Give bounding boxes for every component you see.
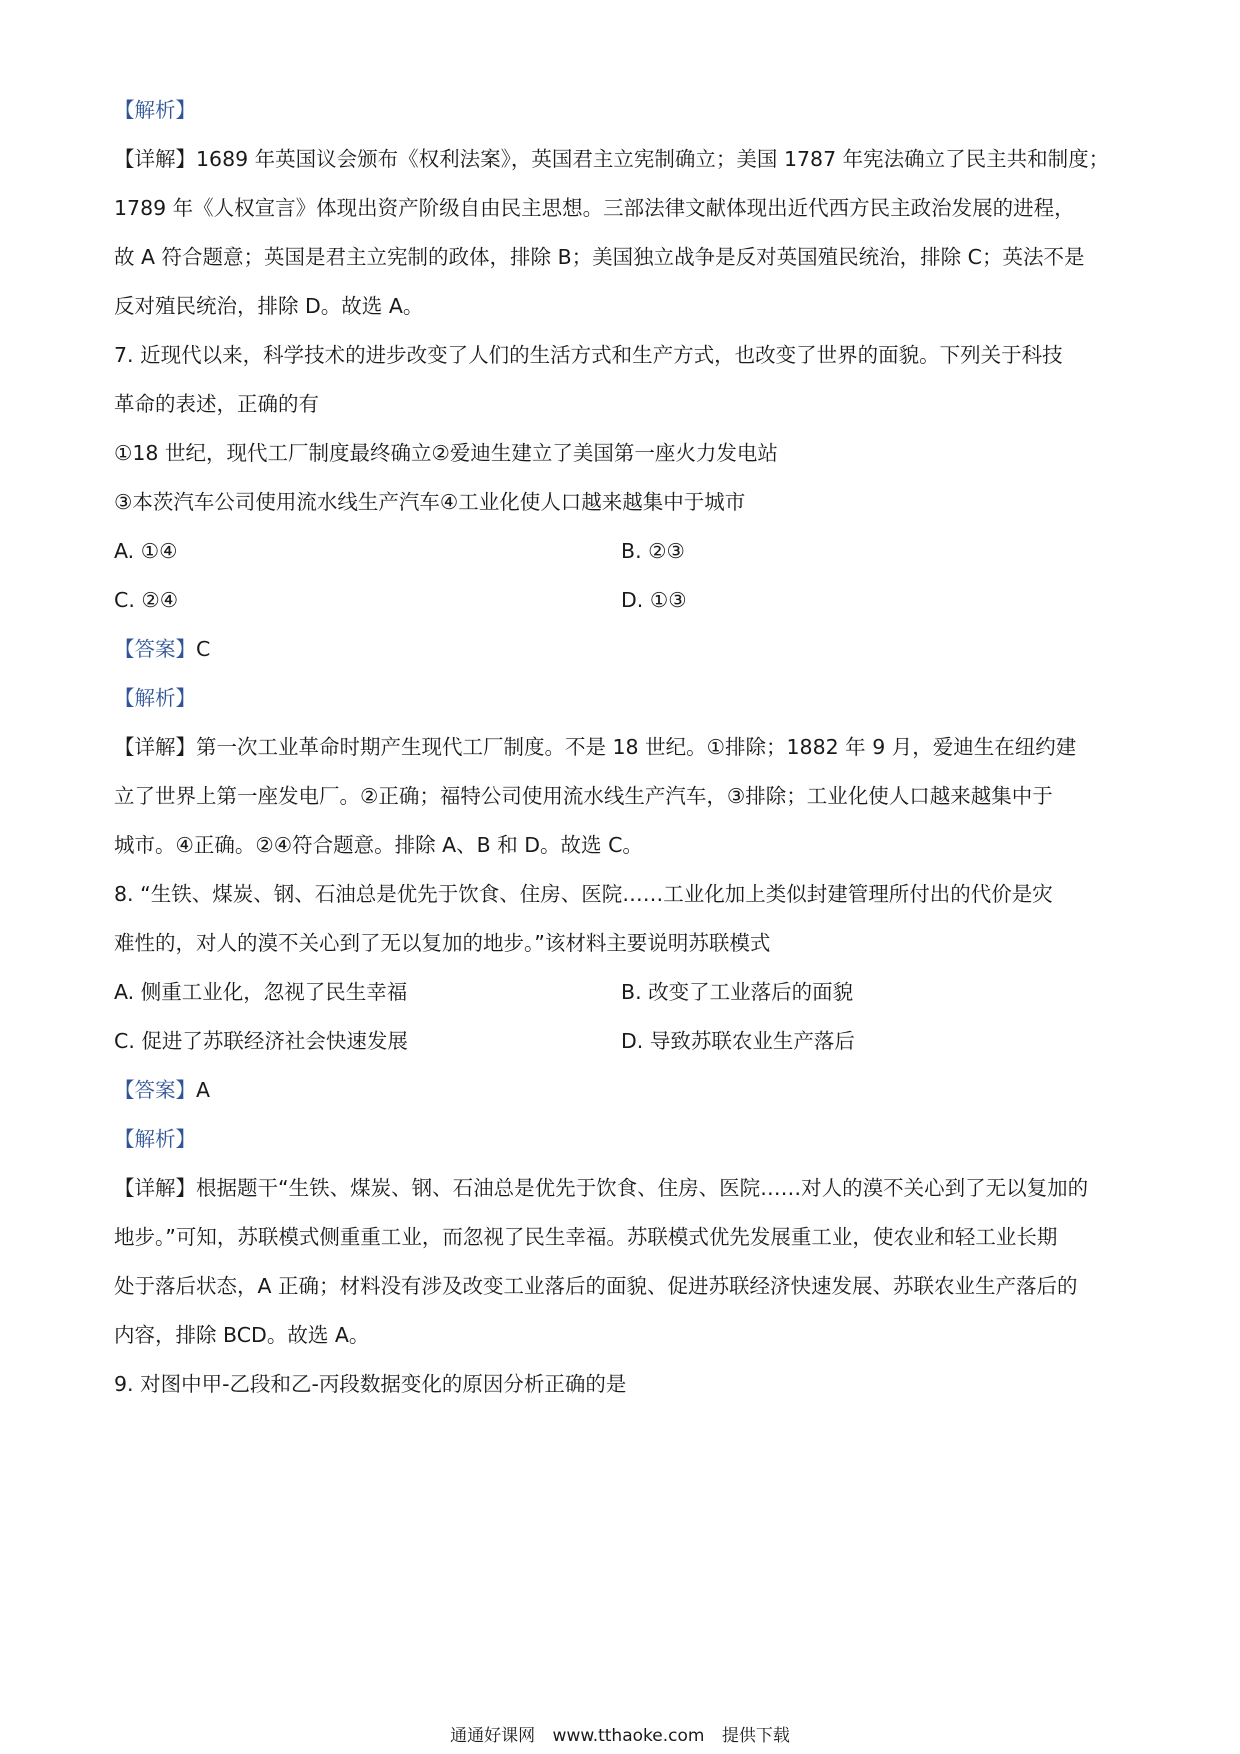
option-a: A. ①④ (114, 539, 178, 563)
question-8-options-row (114, 978, 1130, 1006)
question-8-options-row (114, 1027, 1130, 1055)
footer-suffix: 提供下载 (721, 1726, 790, 1746)
answer-tag: 【答案】 (114, 637, 196, 661)
question-9-stem: 9. 对图中甲-乙段和乙-丙段数据变化的原因分析正确的是 (114, 1372, 627, 1396)
question-7-options-row (114, 537, 1130, 565)
answer-tag: 【答案】 (114, 1078, 196, 1102)
analysis-heading: 【解析】 (114, 686, 196, 710)
option-b: B. ②③ (621, 539, 685, 563)
detail-line: 【详解】第一次工业革命时期产生现代工厂制度。不是 18 世纪。①排除；1882 年 9 月，爱迪生在纽约建 (114, 735, 1077, 759)
question-8-stem: 8. “生铁、煤炭、钢、石油总是优先于饮食、住房、医院……工业化加上类似封建管理所付出的代价是灾 (114, 882, 1053, 906)
option-d: D. 导致苏联农业生产落后 (621, 1029, 855, 1053)
question-7-options-row (114, 586, 1130, 614)
question-7-stem: 革命的表述，正确的有 (114, 392, 319, 416)
detail-line: 城市。④正确。②④符合题意。排除 A、B 和 D。故选 C。 (114, 833, 643, 857)
answer-line (114, 1076, 1130, 1104)
detail-line: 1789 年《人权宣言》体现出资产阶级自由民主思想。三部法律文献体现出近代西方民主政治发展的进程， (114, 196, 1075, 220)
option-a: A. 侧重工业化，忽视了民生幸福 (114, 980, 408, 1004)
question-7-stem: 7. 近现代以来，科学技术的进步改变了人们的生活方式和生产方式，也改变了世界的面貌。下列关于科技 (114, 343, 1063, 367)
analysis-heading: 【解析】 (114, 98, 196, 122)
footer-site-name: 通通好课网 (450, 1726, 536, 1746)
answer-line (114, 635, 1130, 663)
page-footer (0, 1725, 1240, 1747)
answer-value: A (196, 1078, 211, 1102)
question-7-item: ③本茨汽车公司使用流水线生产汽车④工业化使人口越来越集中于城市 (114, 490, 746, 514)
detail-line: 内容，排除 BCD。故选 A。 (114, 1323, 370, 1347)
answer-value: C (196, 637, 211, 661)
footer-url[interactable]: www.tthaoke.com (552, 1726, 705, 1746)
analysis-heading: 【解析】 (114, 1127, 196, 1151)
document-page (114, 96, 1130, 1419)
detail-line: 【详解】根据题干“生铁、煤炭、钢、石油总是优先于饮食、住房、医院……对人的漠不关心到了无以复加的 (114, 1176, 1089, 1200)
option-b: B. 改变了工业落后的面貌 (621, 980, 854, 1004)
detail-line: 反对殖民统治，排除 D。故选 A。 (114, 294, 424, 318)
detail-line: 地步。”可知，苏联模式侧重重工业，而忽视了民生幸福。苏联模式优先发展重工业，使农业和轻工业长期 (114, 1225, 1058, 1249)
detail-line: 处于落后状态，A 正确；材料没有涉及改变工业落后的面貌、促进苏联经济快速发展、苏联农业生产落后的 (114, 1274, 1078, 1298)
option-c: C. 促进了苏联经济社会快速发展 (114, 1029, 408, 1053)
option-d: D. ①③ (621, 588, 687, 612)
detail-line: 故 A 符合题意；英国是君主立宪制的政体，排除 B；美国独立战争是反对英国殖民统治，排除 C；英法不是 (114, 245, 1085, 269)
question-7-item: ①18 世纪，现代工厂制度最终确立②爱迪生建立了美国第一座火力发电站 (114, 441, 778, 465)
question-8-stem: 难性的，对人的漠不关心到了无以复加的地步。”该材料主要说明苏联模式 (114, 931, 771, 955)
detail-line: 立了世界上第一座发电厂。②正确；福特公司使用流水线生产汽车，③排除；工业化使人口越来越集中于 (114, 784, 1053, 808)
detail-line: 【详解】1689 年英国议会颁布《权利法案》，英国君主立宪制确立；美国 1787 年宪法确立了民主共和制度； (114, 147, 1110, 171)
option-c: C. ②④ (114, 588, 179, 612)
